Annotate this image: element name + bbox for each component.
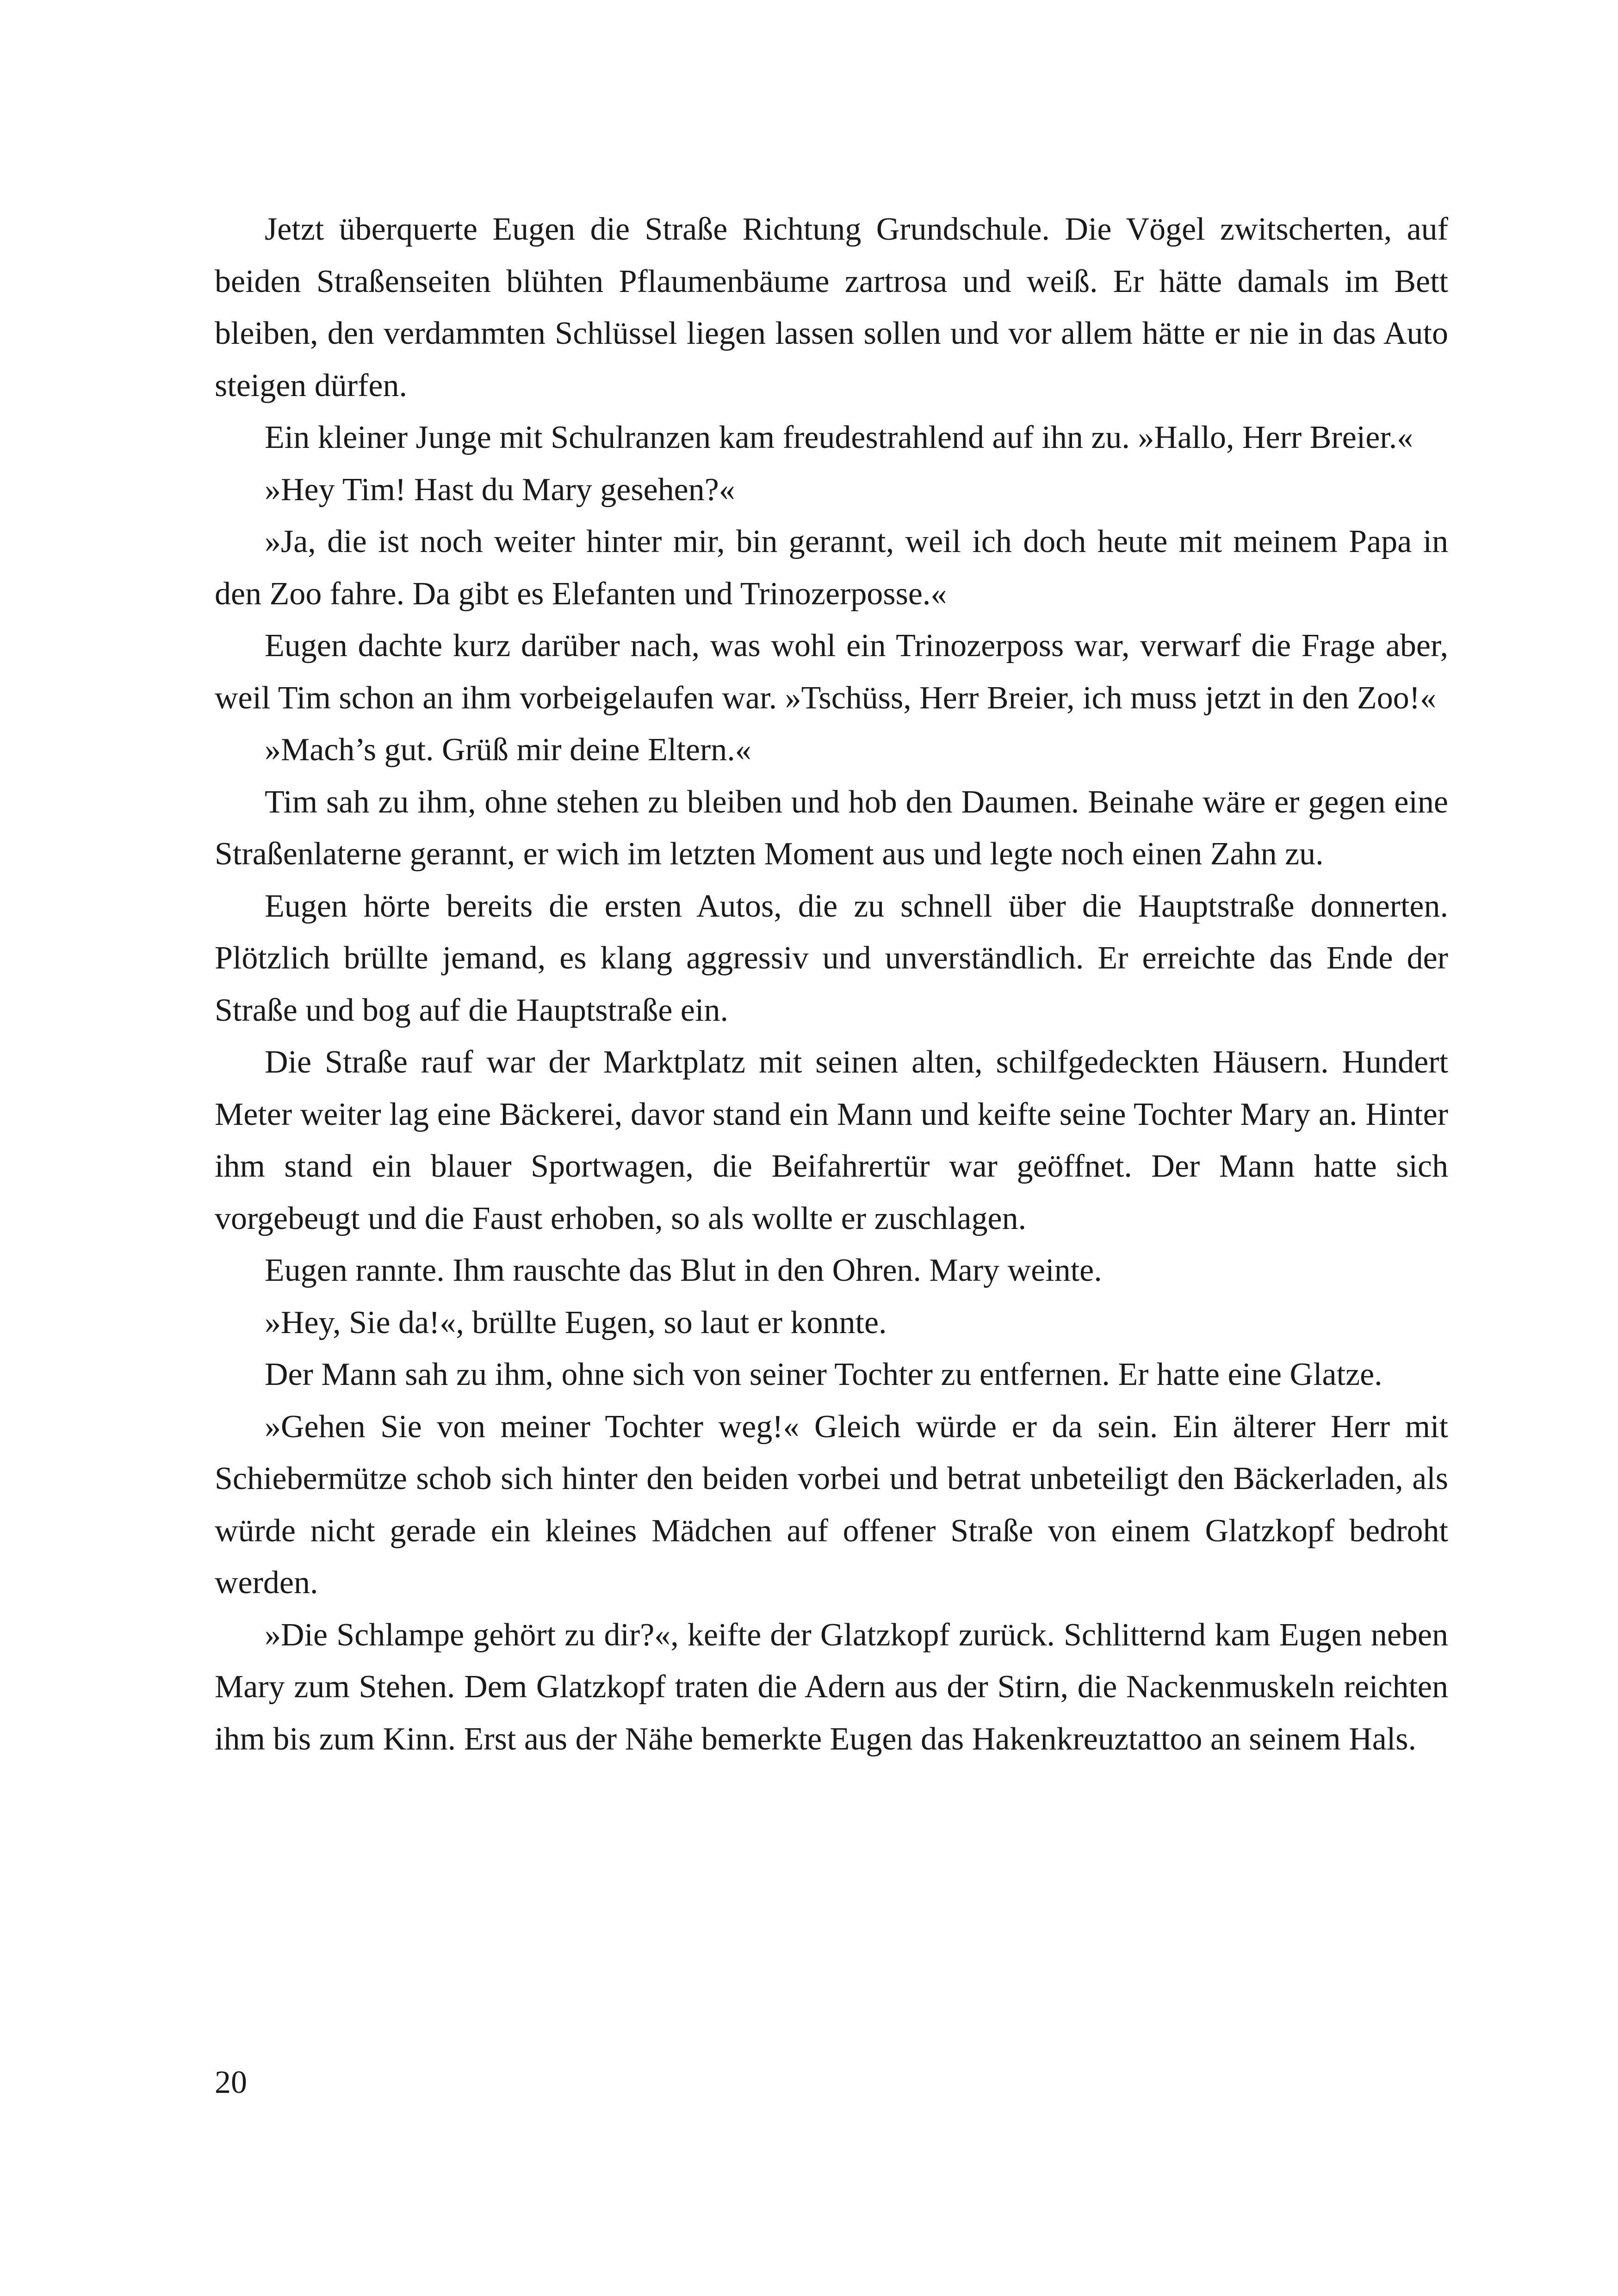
paragraph: »Ja, die ist noch weiter hinter mir, bin gerannt, weil ich doch heute mit meinem Papa in den Zoo fahre. Da gibt es Elefanten und Trinozerposse.« xyxy=(215,524,1448,612)
paragraph: Tim sah zu ihm, ohne stehen zu bleiben und hob den Daumen. Beinahe wäre er gegen eine Straßenlaterne gerannt, er wich im letzten Moment aus und legte noch einen Zahn zu. xyxy=(215,784,1448,872)
body-text xyxy=(215,204,1448,1765)
paragraph: »Hey Tim! Hast du Mary gesehen?« xyxy=(265,472,735,508)
paragraph: Die Straße rauf war der Marktplatz mit seinen alten, schilfgedeckten Häusern. Hundert Meter weiter lag eine Bäckerei, davor stand ein Mann und keifte seine Tochter Mary an. Hinter ihm stand ein blauer Sportwagen, die Beifahrertür war geöffnet. Der Mann hatte sich vorgebeugt und die Faust erhoben, so als wollte er zuschlagen. xyxy=(215,1044,1448,1236)
page-number: 20 xyxy=(215,2065,247,2100)
paragraph: »Hey, Sie da!«, brüllte Eugen, so laut er konnte. xyxy=(265,1304,887,1340)
paragraph: Jetzt überquerte Eugen die Straße Richtung Grundschule. Die Vögel zwitscherten, auf beiden Straßenseiten blühten Pflaumenbäume zartrosa und weiß. Er hätte damals im Bett bleiben, den verdammten Schlüssel liegen lassen sollen und vor allem hätte er nie in das Auto steigen dürfen. xyxy=(215,211,1448,403)
paragraph: »Die Schlampe gehört zu dir?«, keifte der Glatzkopf zurück. Schlitternd kam Eugen neben Mary zum Stehen. Dem Glatzkopf traten die Adern aus der Stirn, die Nackenmuskeln reichten ihm bis zum Kinn. Erst aus der Nähe bemerkte Eugen das Hakenkreuztattoo an seinem Hals. xyxy=(215,1617,1448,1757)
paragraph: Der Mann sah zu ihm, ohne sich von seiner Tochter zu entfernen. Er hatte eine Glatze. xyxy=(265,1357,1382,1392)
paragraph: »Gehen Sie von meiner Tochter weg!« Gleich würde er da sein. Ein älterer Herr mit Schiebermütze schob sich hinter den beiden vorbei und betrat unbeteiligt den Bäckerladen, als würde nicht gerade ein kleines Mädchen auf offener Straße von einem Glatzkopf bedroht werden. xyxy=(215,1409,1448,1601)
paragraph: Eugen rannte. Ihm rauschte das Blut in den Ohren. Mary weinte. xyxy=(265,1253,1102,1288)
paragraph: Eugen dachte kurz darüber nach, was wohl ein Trinozerposs war, verwarf die Frage aber, weil Tim schon an ihm vorbeigelaufen war. »Tschüss, Herr Breier, ich muss jetzt in den Zoo!« xyxy=(215,628,1448,716)
paragraph: »Mach’s gut. Grüß mir deine Eltern.« xyxy=(265,732,751,768)
paragraph: Ein kleiner Junge mit Schulranzen kam freudestrahlend auf ihn zu. »Hallo, Herr Breier.« xyxy=(265,420,1413,455)
paragraph: Eugen hörte bereits die ersten Autos, die zu schnell über die Hauptstraße donnerten. Plötzlich brüllte jemand, es klang aggressiv und unverständlich. Er erreichte das Ende der Straße und bog auf die Hauptstraße ein. xyxy=(215,888,1448,1028)
